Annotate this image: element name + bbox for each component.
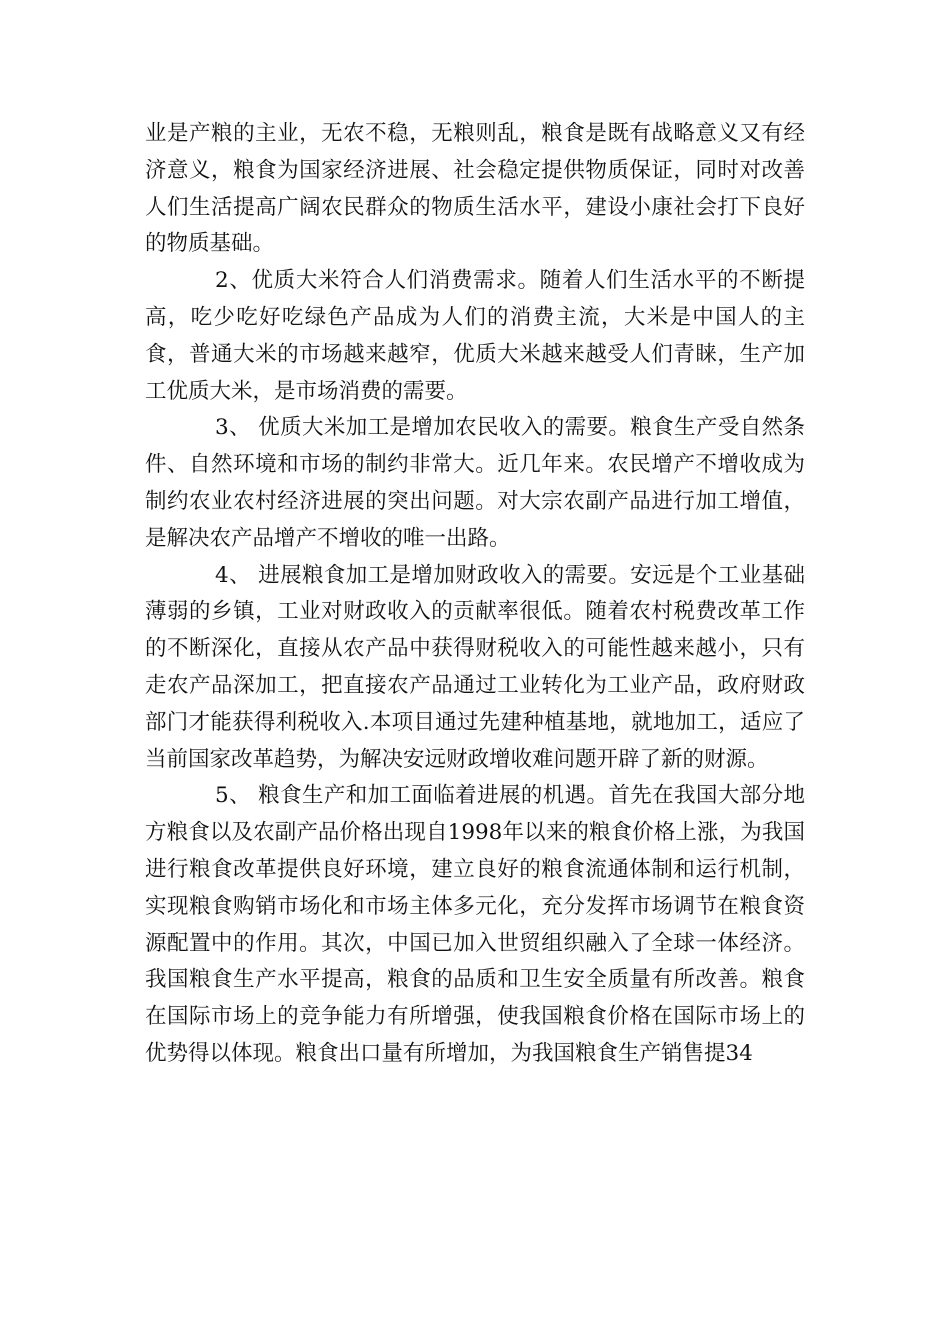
paragraph-point-5: 5、 粮食生产和加工面临着进展的机遇。首先在我国大部分地方粮食以及农副产品价格出现自1998年以来的粮食价格上涨，为我国进行粮食改革提供良好环境，建立良好的粮食流通体制和运行机制，实现粮食购销市场化和市场主体多元化，充分发挥市场调节在粮食资源配置中的作用。其次，中国已加入世贸组织融入了全球一体经济。我国粮食生产水平提高，粮食的品质和卫生安全质量有所改善。粮食在国际市场上的竞争能力有所增强，使我国粮食价格在国际市场上的优势得以体现。粮食出口量有所增加，为我国粮食生产销售提34 [145,783,805,1066]
paragraph-point-2: 2、优质大米符合人们消费需求。随着人们生活水平的不断提高，吃少吃好吃绿色产品成为人们的消费主流，大米是中国人的主食，普通大米的市场越来越窄，优质大米越来越受人们青睐，生产加工优质大米，是市场消费的需要。 [145,268,805,404]
paragraph-point-4: 4、 进展粮食加工是增加财政收入的需要。安远是个工业基础薄弱的乡镇，工业对财政收入的贡献率很低。随着农村税费改革工作的不断深化，直接从农产品中获得财税收入的可能性越来越小，只有走农产品深加工，把直接农产品通过工业转化为工业产品，政府财政部门才能获得利税收入.本项目通过先建种植基地，就地加工，适应了当前国家改革趋势，为解决安远财政增收难问题开辟了新的财源。 [145,562,805,772]
paragraph-point-3: 3、 优质大米加工是增加农民收入的需要。粮食生产受自然条件、自然环境和市场的制约非常大。近几年来。农民增产不增收成为制约农业农村经济进展的突出问题。对大宗农副产品进行加工增值，是解决农产品增产不增收的唯一出路。 [145,415,805,551]
paragraph-continuation: 业是产粮的主业，无农不稳，无粮则乱，粮食是既有战略意义又有经济意义，粮食为国家经济进展、社会稳定提供物质保证，同时对改善人们生活提高广阔农民群众的物质生活水平，建设小康社会打下良好的物质基础。 [145,121,805,257]
document-body [145,116,805,1073]
